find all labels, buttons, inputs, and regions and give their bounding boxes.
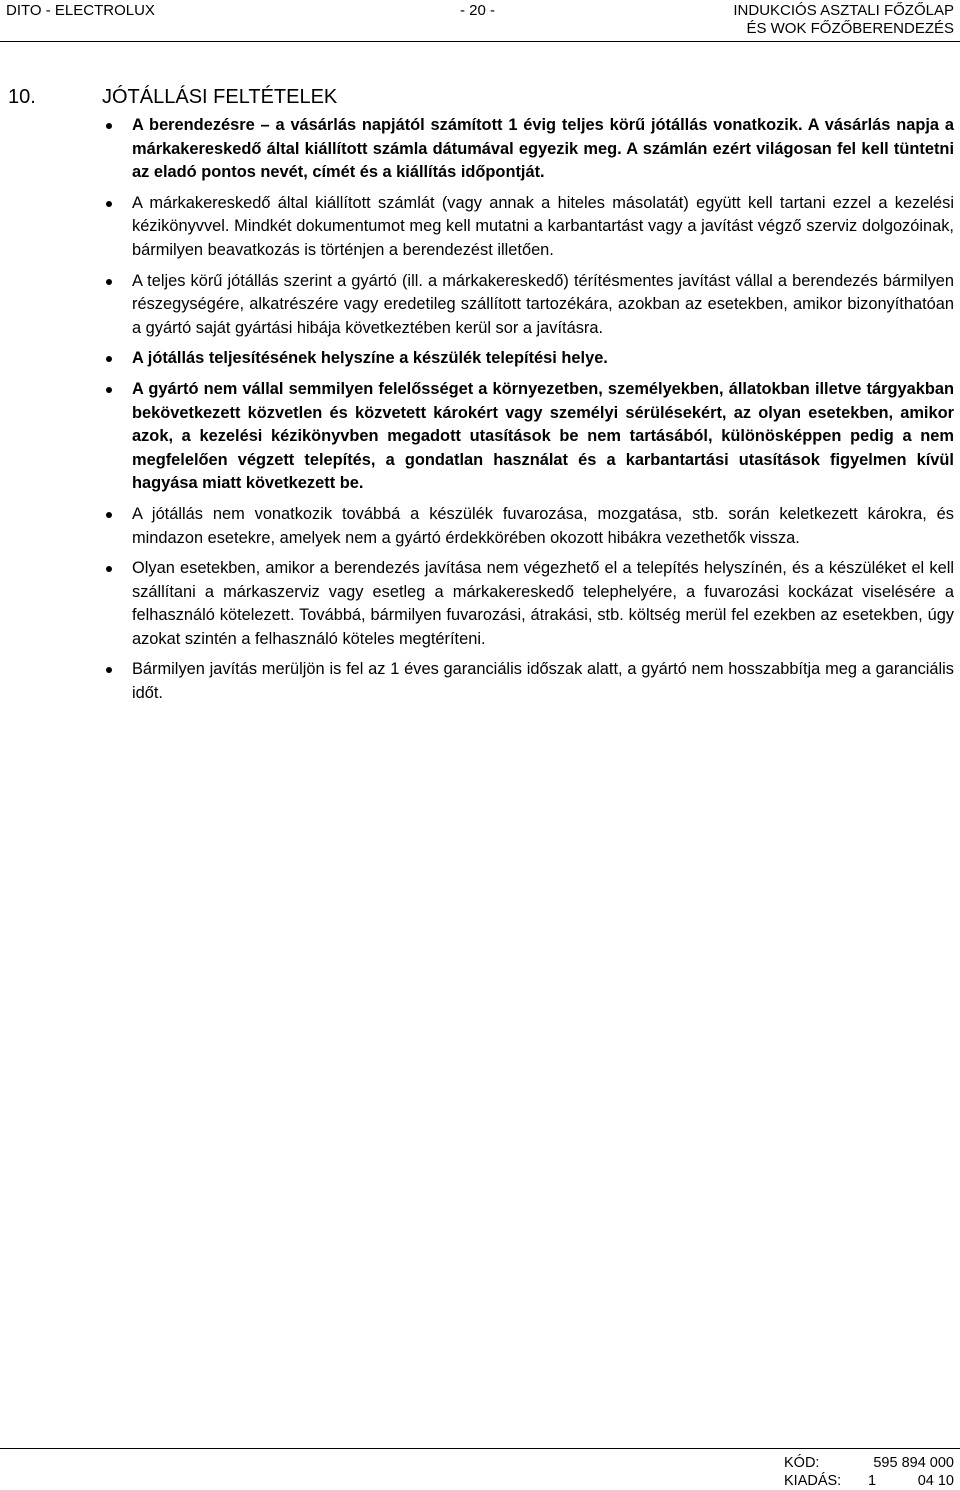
- header-brand: DITO - ELECTROLUX: [6, 2, 155, 19]
- footer-divider: [0, 1448, 960, 1449]
- footer-edition-row: [784, 1472, 954, 1490]
- warranty-conditions-list: [106, 114, 954, 713]
- list-item-text: A gyártó nem vállal semmilyen felelősséget a környezetben, személyekben, állatokban illetve tárgyakban bekövetkezett közvetlen és közvetett károkért vagy személyi sérülésekért, az olyan esetekben, amikor azok, a kezelési kézikönyvben megadott utasítások be nem tartásából, különösképpen pedig a nem megfelelően végzett telepítés, a gondatlan használat és a karbantartási utasítások figyelmen kívül hagyása miatt következett be.: [132, 379, 954, 493]
- page-number: - 20 -: [460, 2, 496, 19]
- header-product-title: [733, 2, 954, 38]
- page-header: [0, 0, 960, 42]
- list-item-text: Bármilyen javítás merüljön is fel az 1 éves garanciális időszak alatt, a gyártó nem hosszabbítja meg a garanciális időt.: [132, 660, 954, 703]
- footer-code-row: [784, 1454, 954, 1472]
- bullet-icon: [106, 512, 112, 518]
- bullet-icon: [106, 387, 112, 393]
- page-footer: [784, 1454, 954, 1490]
- bullet-icon: [106, 201, 112, 207]
- bullet-icon: [106, 667, 112, 673]
- header-product-line-2: ÉS WOK FŐZŐBERENDEZÉS: [746, 20, 954, 37]
- bullet-icon: [106, 566, 112, 572]
- bullet-icon: [106, 356, 112, 362]
- list-item-text: A márkakereskedő által kiállított számlát (vagy annak a hiteles másolatát) együtt kell tartani ezzel a kezelési kézikönyvvel. Mindkét dokumentumot meg kell mutatni a karbantartást vagy a javítást végző szerviz dolgozóinak, bármilyen beavatkozás is történjen a berendezést illetően.: [132, 193, 954, 259]
- section-number: 10.: [8, 86, 36, 108]
- list-item-text: A jótállás teljesítésének helyszíne a készülék telepítési helye.: [132, 349, 608, 368]
- list-item: [106, 658, 954, 705]
- code-value: 595 894 000: [873, 1455, 954, 1471]
- list-item: [106, 270, 954, 341]
- section-heading: [8, 86, 337, 109]
- edition-values: [868, 1472, 954, 1490]
- list-item-text: Olyan esetekben, amikor a berendezés javítása nem végezhető el a telepítés helyszínén, és a készüléket el kell szállítani a márkaszerviz vagy esetleg a márkakereskedő telephelyére, a fuvarozási kockázat viselésére a felhasználó kötelezett. Továbbá, bármilyen fuvarozási, átrakási, stb. költség merül fel ezekben az esetekben, úgy azokat szintén a felhasználó köteles megtéríteni.: [132, 559, 954, 648]
- list-item-text: A berendezésre – a vásárlás napjától számított 1 évig teljes körű jótállás vonatkozik. A vásárlás napja a márkakereskedő által kiállított számla dátumával egyezik meg. A számlán ezért világosan fel kell tüntetni az eladó pontos nevét, címét és a kiállítás időpontját.: [132, 116, 954, 182]
- header-divider: [0, 41, 960, 42]
- list-item: [106, 347, 954, 371]
- list-item: [106, 503, 954, 550]
- bullet-icon: [106, 279, 112, 285]
- list-item-text: A teljes körű jótállás szerint a gyártó (ill. a márkakereskedő) térítésmentes javítást vállal a berendezés bármilyen részegységére, alkatrészére vagy eredetileg szállított tartozékára, azokban az esetekben, amikor bizonyíthatóan a gyártó saját gyártási hibája következtében kerül sor a javításra.: [132, 271, 954, 337]
- edition-date: 04 10: [917, 1473, 954, 1489]
- edition-label: KIADÁS:: [784, 1473, 842, 1489]
- list-item: [106, 378, 954, 496]
- header-product-line-1: INDUKCIÓS ASZTALI FŐZŐLAP: [733, 2, 954, 19]
- list-item-text: A jótállás nem vonatkozik továbbá a készülék fuvarozása, mozgatása, stb. során keletkezett károkra, és mindazon esetekre, amelyek nem a gyártó érdekkörében okozott hibákra vezethetők vissza.: [132, 504, 954, 547]
- list-item: [106, 114, 954, 185]
- bullet-icon: [106, 123, 112, 129]
- list-item: [106, 557, 954, 651]
- section-title: JÓTÁLLÁSI FELTÉTELEK: [102, 86, 338, 108]
- code-label: KÓD:: [784, 1455, 820, 1471]
- edition-number: 1: [868, 1473, 877, 1489]
- list-item: [106, 192, 954, 263]
